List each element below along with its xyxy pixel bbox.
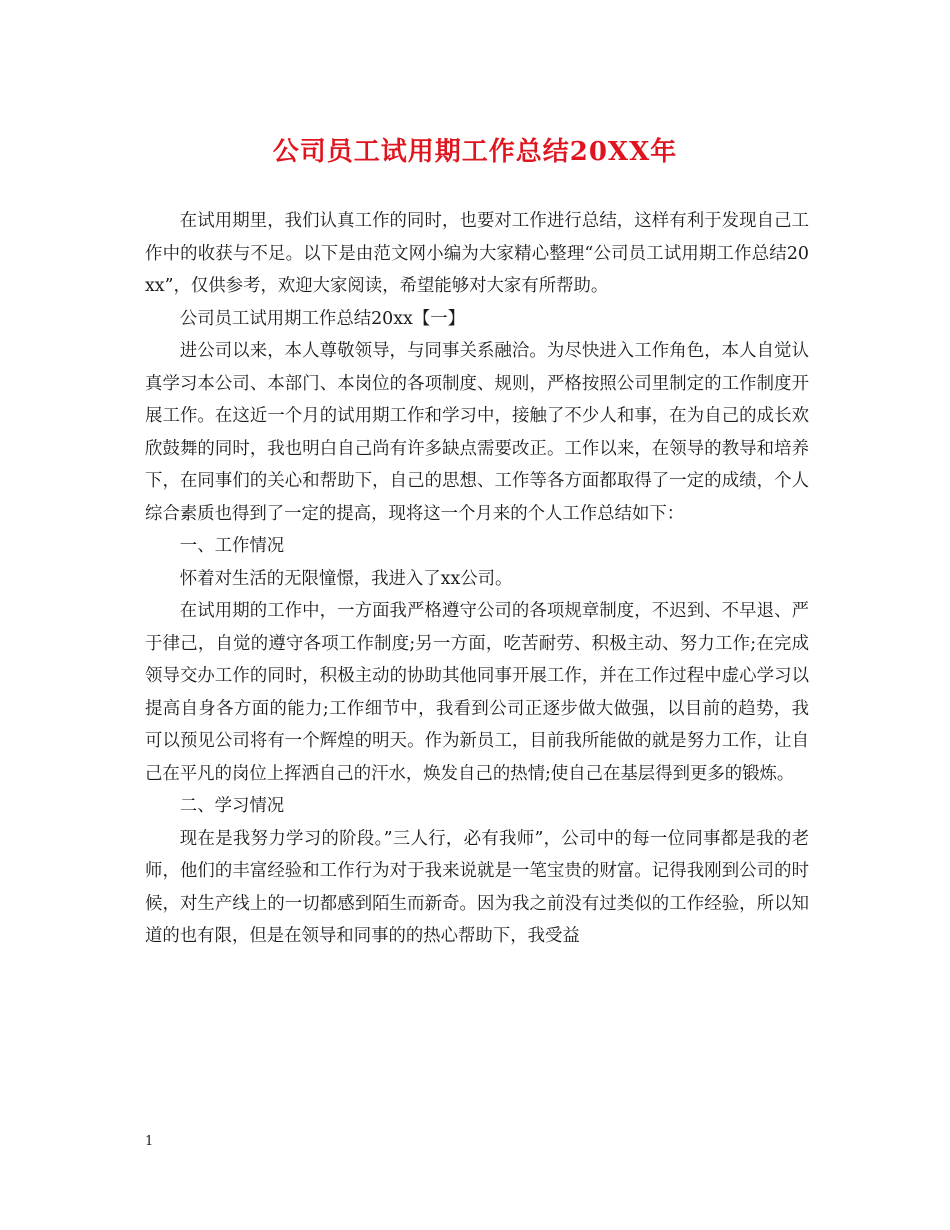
section-heading-part-one: 公司员工试用期工作总结20xx【一】 <box>179 308 466 329</box>
paragraph-overview: 进公司以来，本人尊敬领导，与同事关系融洽。为尽快进入工作角色，本人自觉认真学习本公司、本部门、本岗位的各项制度、规则，严格按照公司里制定的工作制度开展工作。在这近一个月的试用期工作和学习中，接触了不少人和事，在为自己的成长欢欣鼓舞的同时，我也明白自己尚有许多缺点需要改正。工作以来，在领导的教导和培养下，在同事们的关心和帮助下，自己的思想、工作等各方面都取得了一定的成绩，个人综合素质也得到了一定的提高，现将这一个月来的个人工作总结如下： <box>145 341 809 524</box>
paragraph-work-details: 在试用期的工作中，一方面我严格遵守公司的各项规章制度，不迟到、不早退、严于律己，自觉的遵守各项工作制度;另一方面，吃苦耐劳、积极主动、努力工作;在完成领导交办工作的同时，积极主动的协助其他同事开展工作，并在工作过程中虚心学习以提高自身各方面的能力;工作细节中，我看到公司正逐步做大做强，以目前的趋势，我可以预见公司将有一个辉煌的明天。作为新员工，目前我所能做的就是努力工作，让自己在平凡的岗位上挥洒自己的汗水，焕发自己的热情;使自己在基层得到更多的锻炼。 <box>145 601 809 784</box>
paragraph-joining: 怀着对生活的无限憧憬，我进入了xx公司。 <box>179 568 513 589</box>
paragraph-study: 现在是我努力学习的阶段。”三人行，必有我师”，公司中的每一位同事都是我的老师，他们的丰富经验和工作行为对于我来说就是一笔宝贵的财富。记得我刚到公司的时候，对生产线上的一切都感到陌生而新奇。因为我之前没有过类似的工作经验，所以知道的也有限，但是在领导和同事的的热心帮助下，我受益 <box>145 828 809 946</box>
paragraph-intro: 在试用期里，我们认真工作的同时，也要对工作进行总结，这样有利于发现自己工作中的收获与不足。以下是由范文网小编为大家精心整理“公司员工试用期工作总结20xx”，仅供参考，欢迎大家阅读，希望能够对大家有所帮助。 <box>145 211 809 296</box>
section-heading-work: 一、工作情况 <box>179 536 285 556</box>
section-heading-study: 二、学习情况 <box>179 796 285 816</box>
page-number: 1 <box>145 1134 154 1149</box>
document-title: 公司员工试用期工作总结20XX年 <box>272 137 678 167</box>
document-body <box>145 205 809 953</box>
